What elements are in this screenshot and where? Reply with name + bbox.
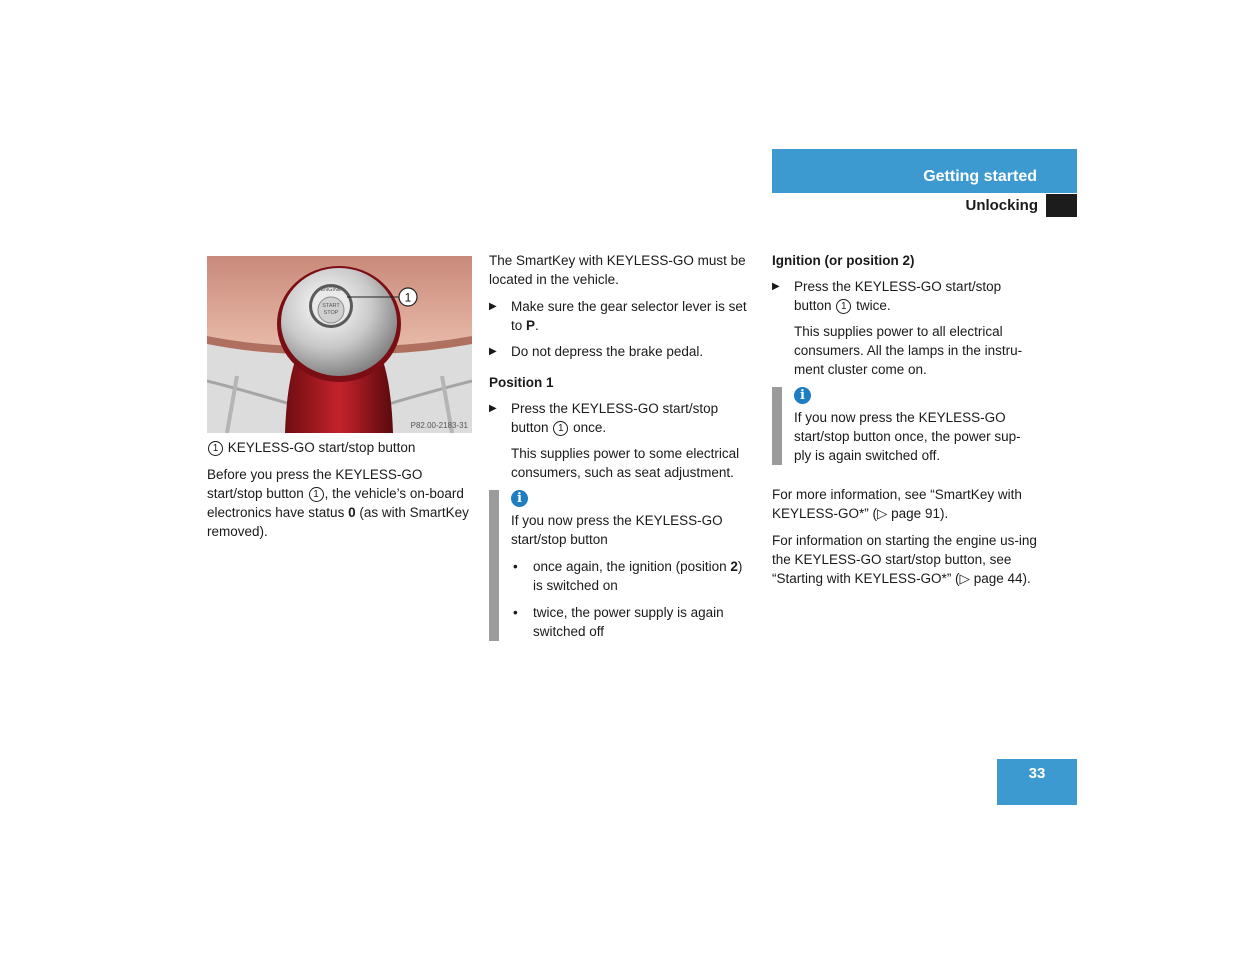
bullet-text: twice, the power supply is again switched off: [533, 605, 724, 639]
page-number-box: [997, 759, 1077, 805]
step-text-end: once.: [573, 420, 607, 435]
gear-lever-illustration: [207, 256, 472, 433]
subsection-title: Unlocking: [965, 197, 1038, 214]
list-item: [511, 603, 754, 641]
figure-caption: [207, 438, 472, 457]
position-value: 2: [730, 559, 738, 574]
bullet-icon: •: [513, 605, 518, 620]
result-paragraph: This supplies power to all electrical consumers. All the lamps in the instru-ment cluster come on.: [794, 324, 1023, 377]
step-arrow-icon: ▶: [489, 346, 497, 357]
status-paragraph: [207, 465, 472, 541]
info-box: [772, 387, 1037, 465]
step-gear-selector: [489, 297, 754, 335]
step-press-once: [489, 399, 754, 437]
info-bar: [489, 490, 499, 641]
position-1-heading: Position 1: [489, 375, 554, 390]
column-middle: [489, 251, 754, 653]
engine-label: ENGINE: [320, 287, 342, 293]
stop-label: STOP: [323, 310, 339, 316]
intro-paragraph: The SmartKey with KEYLESS-GO must be located in the vehicle.: [489, 253, 746, 287]
bullet-text-end: ) is switched on: [533, 559, 743, 593]
step-text: Do not depress the brake pedal.: [511, 344, 704, 359]
status-text-b: , the vehicle’s on-board electronics have status: [207, 486, 464, 520]
status-value: 0: [348, 505, 356, 520]
section-title: Getting started: [923, 168, 1037, 185]
status-text-a: Before you press the KEYLESS-GO start/stop button: [207, 467, 423, 501]
step-callout: 1: [553, 421, 568, 436]
info-icon: i: [794, 387, 811, 404]
info-text: If you now press the KEYLESS-GO start/stop button once, the power sup-ply is again switched off.: [794, 410, 1021, 463]
list-item: [511, 557, 754, 595]
info-text: If you now press the KEYLESS-GO start/stop button: [511, 513, 723, 547]
more-info-smartkey: For more information, see “SmartKey with KEYLESS-GO*” (▷ page 91).: [772, 487, 1022, 521]
step-text: Make sure the gear selector lever is set to: [511, 299, 747, 333]
info-box: [489, 490, 754, 641]
ignition-heading: Ignition (or position 2): [772, 253, 915, 268]
step-brake-pedal: [489, 342, 754, 361]
bullet-text: once again, the ignition (position: [533, 559, 727, 574]
step-arrow-icon: ▶: [772, 281, 780, 292]
caption-text: KEYLESS-GO start/stop button: [227, 440, 416, 455]
bullet-icon: •: [513, 559, 518, 574]
section-header-bar: [772, 149, 1077, 193]
page-number: 33: [1028, 765, 1046, 782]
column-left: [207, 438, 472, 549]
step-text: Press the KEYLESS-GO start/stop button: [794, 279, 1002, 313]
step-period: .: [535, 318, 539, 333]
result-paragraph: This supplies power to some electrical consumers, such as seat adjustment.: [511, 446, 740, 480]
step-press-twice: [772, 277, 1037, 315]
keyless-go-button-photo: [207, 256, 472, 433]
figure-code: P82.00-2183-31: [410, 421, 468, 430]
step-callout: 1: [836, 299, 851, 314]
status-callout: 1: [309, 487, 324, 502]
info-bar: [772, 387, 782, 465]
gear-position: P: [526, 318, 536, 333]
header-marker: [1046, 194, 1077, 217]
status-text-c: (as with SmartKey removed).: [207, 505, 469, 539]
column-right: [772, 251, 1037, 596]
step-arrow-icon: ▶: [489, 301, 497, 312]
step-text: Press the KEYLESS-GO start/stop button: [511, 401, 719, 435]
more-info-starting: For information on starting the engine us-ing the KEYLESS-GO start/stop button, see “Starting with KEYLESS-GO*” (▷ page 44).: [772, 533, 1037, 586]
start-label: START: [322, 303, 340, 309]
step-arrow-icon: ▶: [489, 403, 497, 414]
caption-callout: 1: [208, 441, 223, 456]
info-icon: i: [511, 490, 528, 507]
step-text-end: twice.: [856, 298, 891, 313]
callout-number: 1: [404, 290, 412, 305]
